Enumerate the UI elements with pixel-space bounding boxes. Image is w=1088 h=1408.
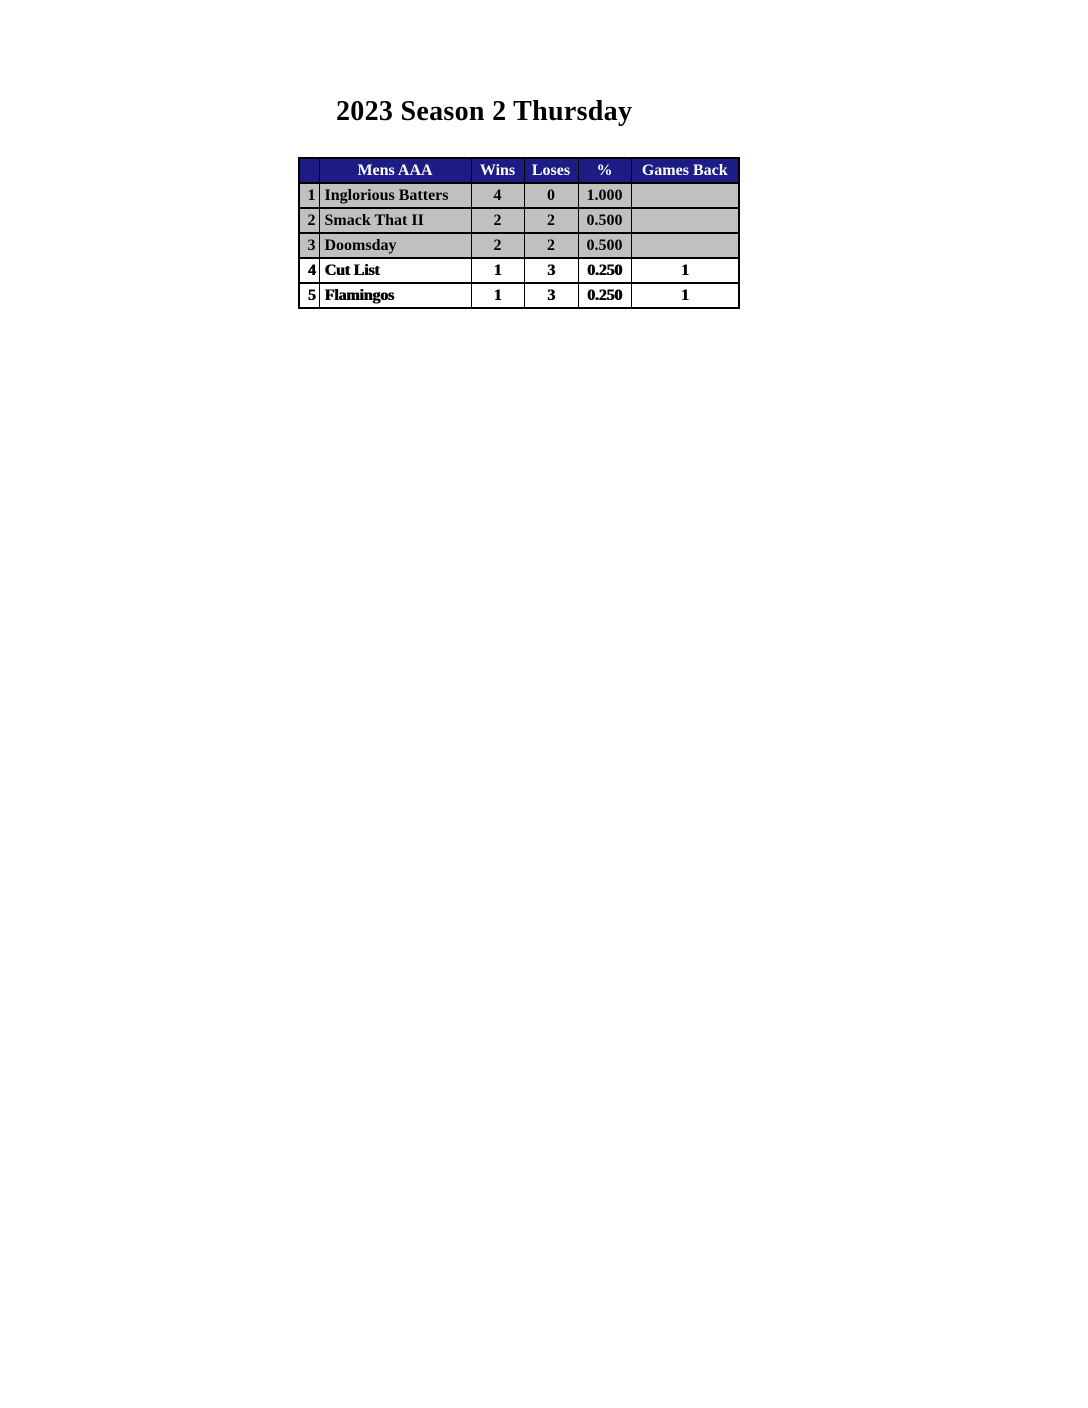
cell-games-back <box>631 233 739 258</box>
cell-rank: 3 <box>299 233 319 258</box>
cell-games-back: 1 <box>631 258 739 283</box>
cell-team: Cut List <box>319 258 471 283</box>
cell-rank: 1 <box>299 183 319 208</box>
cell-loses: 3 <box>524 258 578 283</box>
header-division: Mens AAA <box>319 158 471 183</box>
cell-games-back <box>631 183 739 208</box>
cell-games-back: 1 <box>631 283 739 308</box>
cell-wins: 1 <box>471 258 524 283</box>
cell-pct: 0.500 <box>578 208 631 233</box>
cell-pct: 0.250 <box>578 258 631 283</box>
page-title: 2023 Season 2 Thursday <box>336 96 633 127</box>
cell-team: Flamingos <box>319 283 471 308</box>
cell-pct: 0.500 <box>578 233 631 258</box>
cell-loses: 2 <box>524 233 578 258</box>
cell-team: Doomsday <box>319 233 471 258</box>
header-wins: Wins <box>471 158 524 183</box>
cell-rank: 4 <box>299 258 319 283</box>
cell-loses: 3 <box>524 283 578 308</box>
cell-wins: 2 <box>471 233 524 258</box>
cell-rank: 2 <box>299 208 319 233</box>
cell-pct: 1.000 <box>578 183 631 208</box>
table-row-5 <box>299 283 739 308</box>
cell-team: Smack That II <box>319 208 471 233</box>
cell-loses: 0 <box>524 183 578 208</box>
header-rank <box>299 158 319 183</box>
cell-team: Inglorious Batters <box>319 183 471 208</box>
header-row <box>299 158 739 183</box>
cell-rank: 5 <box>299 283 319 308</box>
table-row-4 <box>299 258 739 283</box>
header-games-back: Games Back <box>631 158 739 183</box>
table-row-1 <box>299 183 739 208</box>
header-loses: Loses <box>524 158 578 183</box>
cell-wins: 4 <box>471 183 524 208</box>
table-row-3 <box>299 233 739 258</box>
header-pct: % <box>578 158 631 183</box>
cell-games-back <box>631 208 739 233</box>
cell-wins: 2 <box>471 208 524 233</box>
cell-loses: 2 <box>524 208 578 233</box>
cell-wins: 1 <box>471 283 524 308</box>
table-row-2 <box>299 208 739 233</box>
standings-table <box>298 157 740 309</box>
cell-pct: 0.250 <box>578 283 631 308</box>
